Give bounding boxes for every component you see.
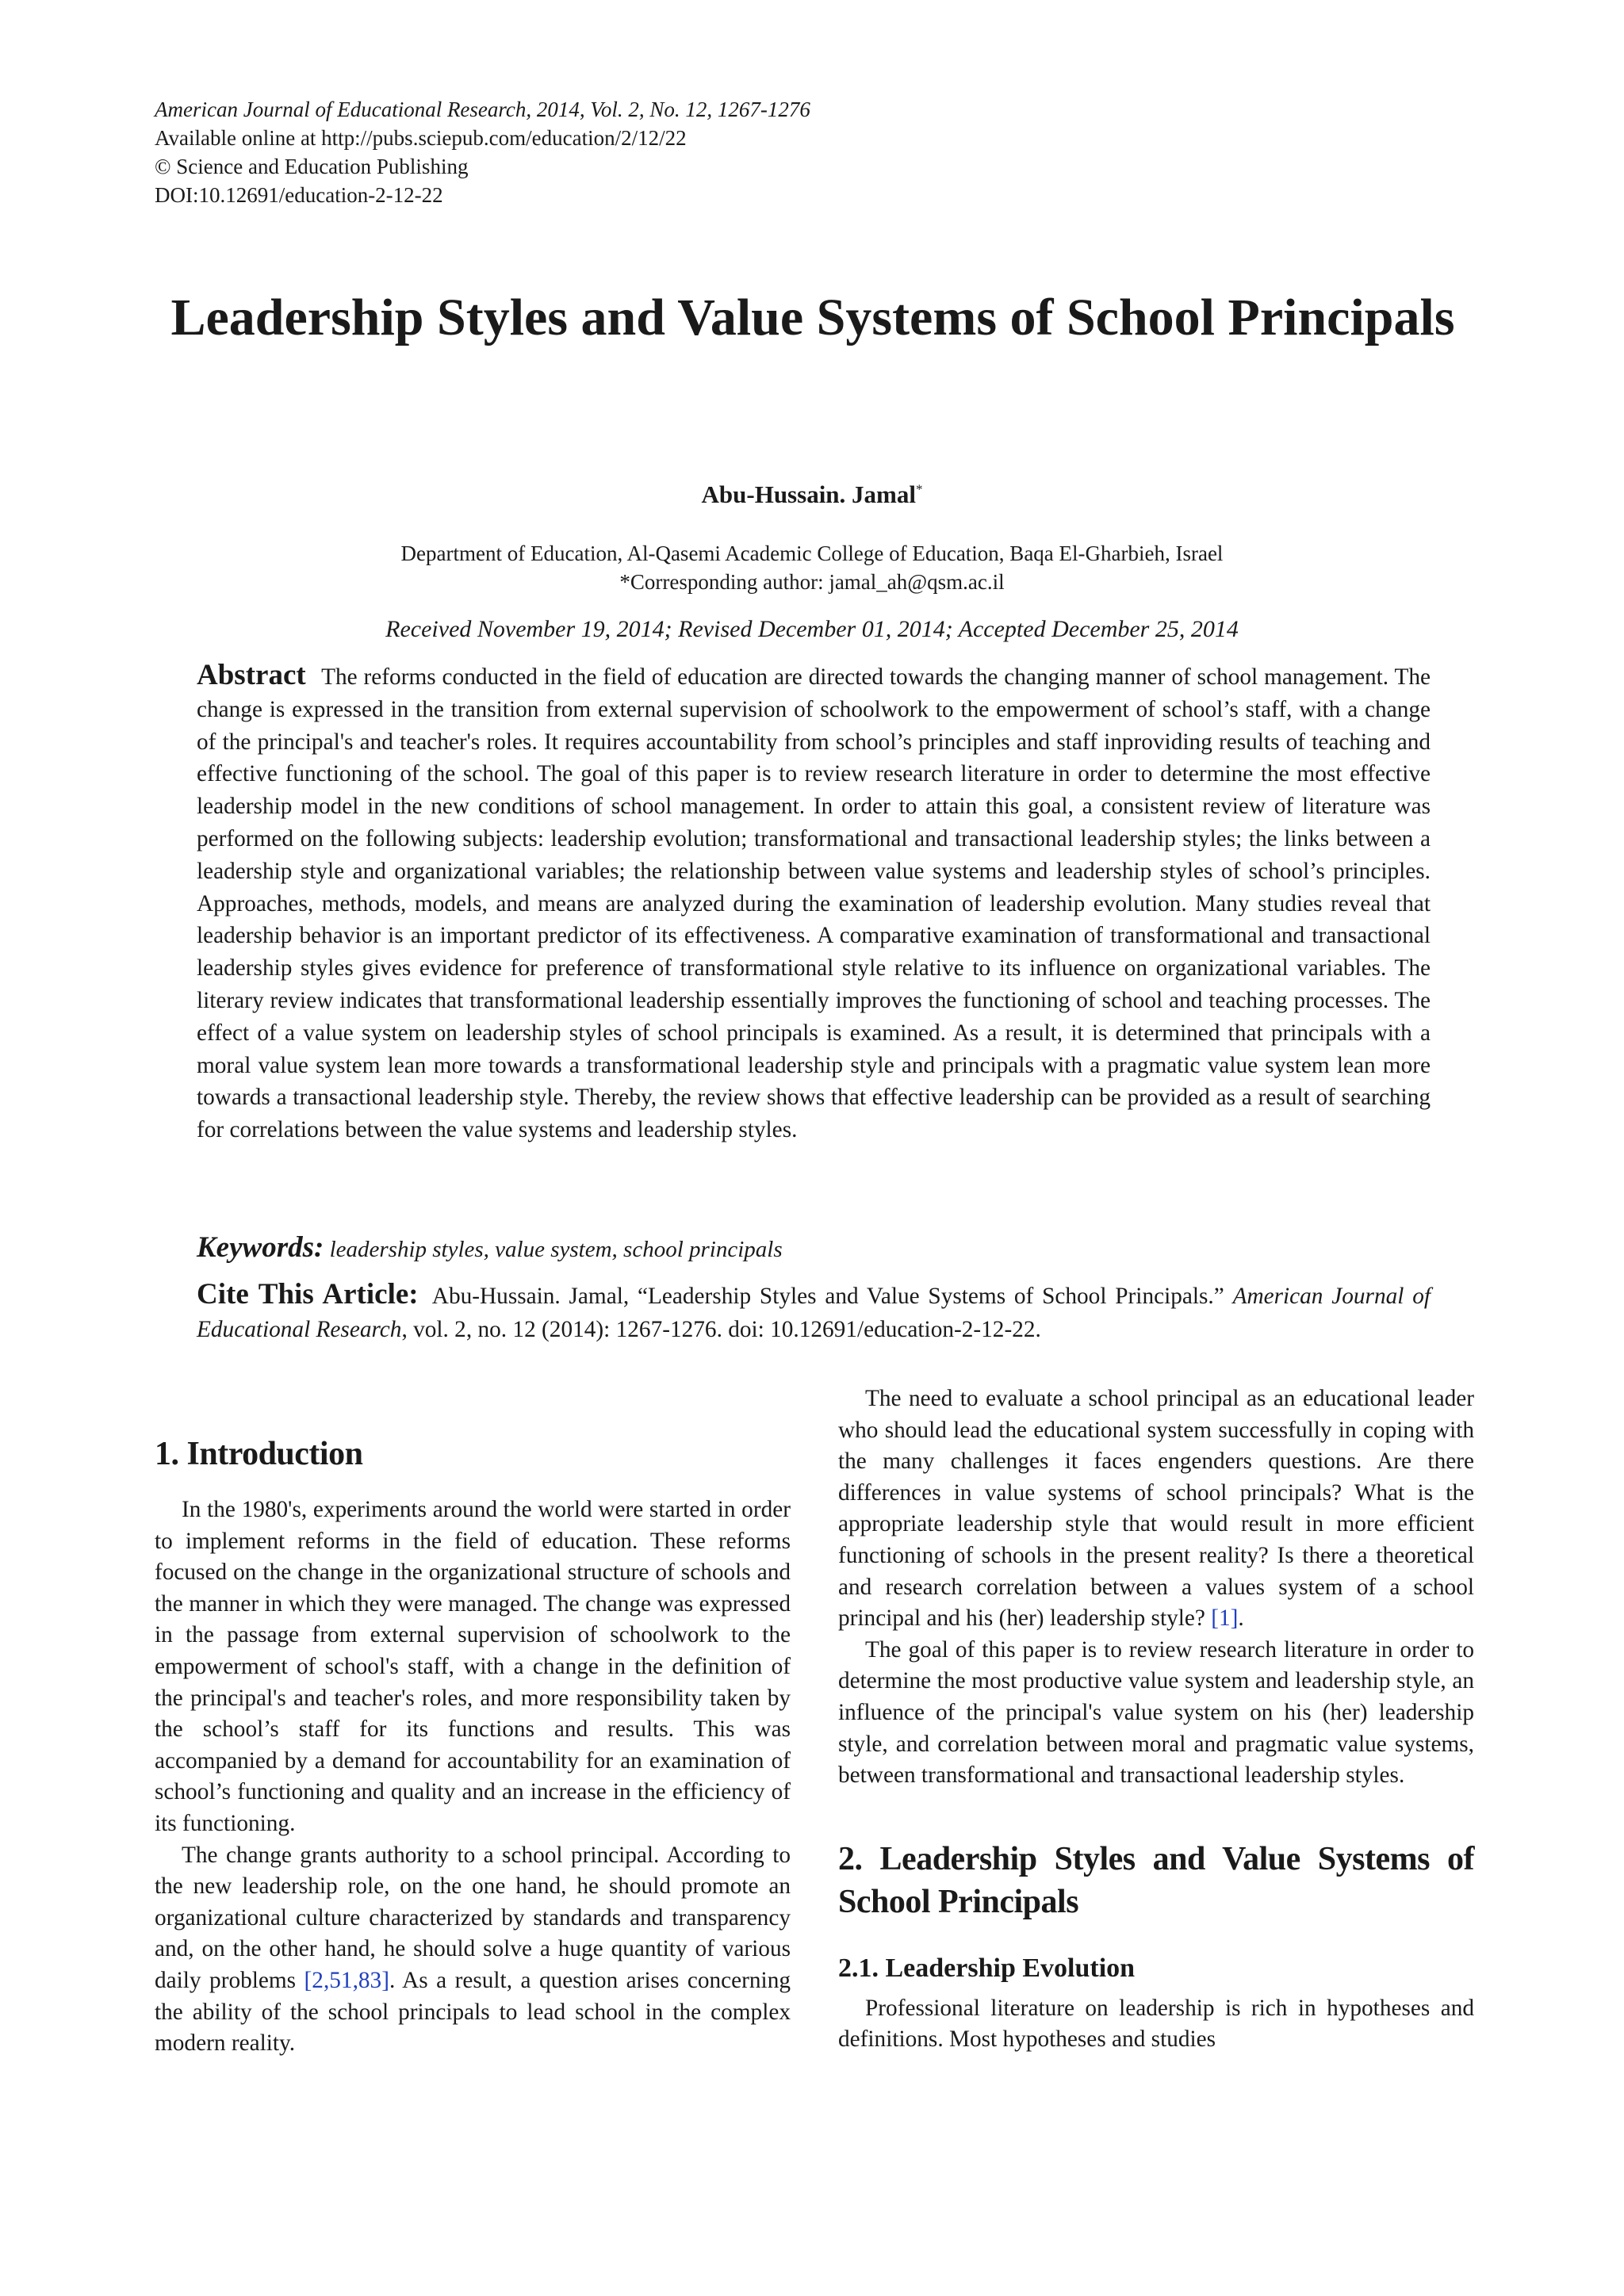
- section2-paragraph-1: Professional literature on leadership is rich in hypotheses and definitions. Most hypotheses and studies: [838, 1995, 1474, 2053]
- intro-paragraph-1: In the 1980's, experiments around the world were started in order to implement reforms in the field of education. These reforms focused on the change in the organizational structure of schools and the manner in which they were managed. The change was expressed in the passage from external supervision of schoolwork to the empowerment of school's staff, with a change in the definition of the principal's and teacher's roles, and more responsibility taken by the school’s staff for its functions and results. This was accompanied by a demand for accountability for an examination of school’s functioning and quality and an increase in the efficiency of its functioning.: [155, 1497, 791, 1836]
- abstract-label: Abstract: [197, 659, 306, 691]
- keywords-text: leadership styles, value system, school principals: [329, 1237, 783, 1262]
- cite-this-article: [197, 1278, 1431, 1346]
- journal-citation-line: American Journal of Educational Research, 2014, Vol. 2, No. 12, 1267-1276: [155, 98, 810, 121]
- intro-paragraph-4: The goal of this paper is to review research literature in order to determine the most productive value system and leadership style, an influence of the principal's value system on his (her) leadership style, and correlation between moral and pragmatic value systems, between transformational and transactional leadership styles.: [838, 1636, 1474, 1789]
- doi-line: DOI:10.12691/education-2-12-22: [155, 183, 443, 207]
- citation-link[interactable]: [2,51,83]: [304, 1967, 389, 1993]
- abstract: [197, 660, 1431, 1146]
- cite-details: , vol. 2, no. 12 (2014): 1267-1276. doi: 10.12691/education-2-12-22.: [401, 1317, 1041, 1342]
- intro-paragraph-2: [155, 1840, 791, 2060]
- journal-header: [155, 95, 810, 209]
- keywords-label: Keywords:: [197, 1231, 324, 1264]
- paper-title: Leadership Styles and Value Systems of School Principals: [170, 289, 1455, 346]
- affiliation: [0, 539, 1624, 596]
- publisher-line: © Science and Education Publishing: [155, 155, 469, 178]
- right-column: [838, 1383, 1474, 2056]
- subsection-heading-leadership-evolution: 2.1. Leadership Evolution: [838, 1953, 1136, 1983]
- publication-dates: Received November 19, 2014; Revised December 01, 2014; Accepted December 25, 2014: [385, 616, 1239, 642]
- intro-paragraph-3: [838, 1383, 1474, 1635]
- intro-paragraph-3-end: .: [1238, 1605, 1244, 1632]
- intro-paragraph-2-text: The change grants authority to a school principal. According to the new leadership role, on the one hand, he should promote an organizational culture characterized by standards and transparency and, on the other hand, he should solve a huge quantity of various daily problems: [155, 1842, 791, 1993]
- intro-paragraph-2-end: . As a result, a question arises concerning the ability of the school principals to lead school in the complex modern reality.: [155, 1967, 791, 2057]
- cite-authors: Abu-Hussain. Jamal, “Leadership Styles and Value Systems of School Principals.”: [431, 1284, 1224, 1309]
- affiliation-department: Department of Education, Al-Qasemi Academic College of Education, Baqa El-Gharbieh, Israel: [400, 541, 1224, 565]
- left-column: [155, 1383, 791, 2060]
- cite-journal: American Journal of Educational Research: [197, 1284, 1431, 1342]
- section-heading-leadership-styles: 2. Leadership Styles and Value Systems of School Principals: [838, 1840, 1474, 1920]
- corresponding-mark: *: [915, 481, 923, 497]
- citation-link[interactable]: [1]: [1211, 1605, 1239, 1632]
- keywords: [197, 1230, 1431, 1265]
- abstract-text: The reforms conducted in the field of education are directed towards the changing manner of school management. The change is expressed in the transition from external supervision of schoolwork to the empowerment of school’s staff, with a change of the principal's and teacher's roles. It requires accountability from school’s principles and staff inproviding results of teaching and effective functioning of the school. The goal of this paper is to review research literature in order to determine the most effective leadership model in the new conditions of school management. In order to attain this goal, a consistent review of literature was performed on the following subjects: leadership evolution; transformational and transactional leadership styles; the links between a leadership style and organizational variables; the relationship between value systems and leadership styles of school’s principles. Approaches, methods, models, and means are analyzed during the examination of leadership evolution. Many studies reveal that leadership behavior is an important predictor of its effectiveness. A comparative examination of transformational and transactional leadership styles gives evidence for preference of transformational style relative to its influence on organizational variables. The literary review indicates that transformational leadership essentially improves the functioning of school and teaching processes. The effect of a value system on leadership styles of school principals is examined. As a result, it is determined that principals with a moral value system lean more towards a transformational leadership style and principals with a pragmatic value system lean more towards a transactional leadership style. Thereby, the review shows that effective leadership can be provided as a result of searching for correlations between the value systems and leadership styles.: [197, 664, 1431, 1143]
- corresponding-author: *Corresponding author: jamal_ah@qsm.ac.il: [619, 570, 1005, 594]
- intro-paragraph-3-text: The need to evaluate a school principal as an educational leader who should lead the educational system successfully in coping with the many challenges it faces engenders questions. Are there differences in value systems of school principals? What is the appropriate leadership style that would result in more efficient functioning of schools in the present reality? Is there a theoretical and research correlation between a values system of a school principal and his (her) leadership style?: [838, 1386, 1474, 1632]
- cite-label: Cite This Article:: [197, 1278, 419, 1311]
- author-name: Abu-Hussain. Jamal: [701, 480, 916, 508]
- section-heading-introduction: 1. Introduction: [155, 1436, 363, 1472]
- online-availability-line: Available online at http://pubs.sciepub.com/education/2/12/22: [155, 126, 687, 150]
- author-line: [0, 480, 1624, 509]
